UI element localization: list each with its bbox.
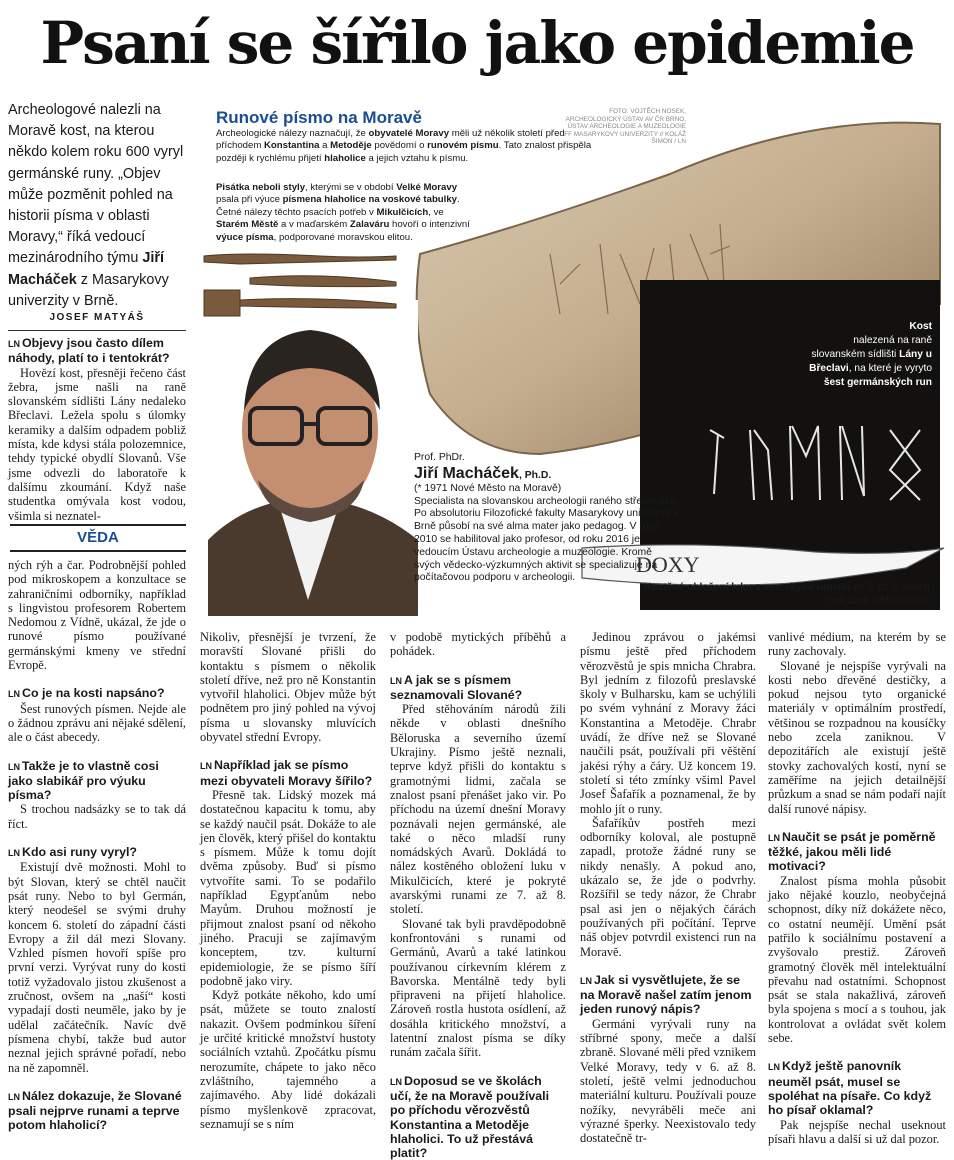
column-3: [390, 630, 566, 1160]
question: LN Jak si vysvětlujete, že se na Moravě našel zatím jenom jeden runový nápis?: [580, 972, 752, 1017]
column-4: [580, 630, 756, 1145]
lead-name: Jiří Macháček: [8, 250, 164, 288]
section-label: VĚDA: [10, 524, 186, 552]
answer-paragraph: Slované je nejspíše vyrývali na kosti nebo dřevěné destičky, a pokud nejsou tyto organické materiály v optimálním prostředí, většinou se rozpadnou na kousíčky nebo zcela zaniknou. V depozitářích ale existují ještě stovky zachovalých kostí, nyní se zaměříme na jejich detailnější průzkum a snad se nám podaří najít další runové nápisy.: [768, 658, 946, 816]
bio-suffix: , Ph.D.: [518, 469, 552, 481]
answer-paragraph: Nikoliv, přesnější je tvrzení, že moravští Slované přišli do kontaktu s písmem o několik století dříve, než pro ně Konstantin vytvořil hlaholici. Objev může být podnětem pro jiný pohled na vývoj písma u slovansky mluvících obyvatel střední Evropy.: [200, 630, 376, 745]
photo-credit: FOTO: VOJTĚCH NOSEK, ARCHEOLOGICKÝ ÚSTAV AV ČR BRNO, ÚSTAV ARCHEOLOGIE A MUZEOLOGIE FF MASARYKOVY UNIVERZITY // KOLÁŽ ŠIMON / LN: [564, 108, 686, 146]
question: LN Když ještě panovník neuměl psát, musel se spoléhat na písaře. Co když ho písař oklamal?: [768, 1059, 932, 1118]
question: LN Co je na kosti napsáno?: [8, 686, 165, 701]
column-5: [768, 630, 946, 1146]
question: LN Kdo asi runy vyryl?: [8, 845, 137, 860]
answer-paragraph: Přesně tak. Lidský mozek má dostatečnou kapacitu k tomu, aby se každý naučil psát. Dokáže to ale jen člověk, který přišel do kontaktu s písmem. Může k tomu dojít dvěma způsoby. Buď si písmo vytvoříte sami. To se podařilo například Egypťanům nebo Mayům. Druhou možností je přijmout znalost psaní od někoho jiného. Pracuji se zajímavým konceptem, tzv. kulturní epidemiologie, že se písmo šíří podobně jako viry.: [200, 787, 376, 988]
knife-caption: Kostěné obložení luku s avarskými runami ze 7. až 8. století nalezené v Mikulčicích: [644, 582, 930, 606]
question: LN Například jak se písmo mezi obyvateli Moravy šířilo?: [200, 758, 373, 788]
bio-text: Specialista na slovanskou archeologii raného středověku. Po absolutoriu Filozofické fakulty Masarykovy univerzity v Brně působí na své alma mater jako pedagog. V roce 2010 se habilitoval jako profesor, od roku 2016 je vedoucím Ústavu archeologie a muzeologie. Kromě svých vědecko-výzkumných aktivit se specializuje na počítačovou podporu v archeologii.: [414, 495, 679, 584]
lead-text-end: z Masarykovy univerzity v Brně.: [8, 271, 169, 309]
question: LN Takže je to vlastně cosi jako slabikář pro výuku písma?: [8, 758, 159, 803]
question: LN A jak se s písmem seznamovali Slované?: [390, 672, 523, 702]
column-1-bottom: [8, 558, 186, 1133]
answer-paragraph: Před stěhováním národů žili někde v oblasti dnešního Běloruska a severního území Ukrajiny. Písmo ještě neznali, teprve když přišli do kontaktu s gramotnými lidmi, začala se znalost psaní přenášet jako vir. Po příchodu na území dnešní Moravy poznávali nejen germánské, ale také o něco mladší runy nomádských Avarů. Dokládá to nález kostěného obložení luku v Mikulčicích, které je pokryté avarskými runami ze 7. až 8. století.: [390, 702, 566, 917]
answer-paragraph: ných rýh a čar. Podrobnější pohled pod mikroskopem a konzultace se zahraničními odborníky, například s lingvistou profesorem Robertem Nedomou z Vídně, ukázal, že jde o runové písmo používané germánskými kmeny ve střední Evropě.: [8, 558, 186, 673]
answer-paragraph: Hovězí kost, přesněji řečeno část žebra, jsme našli na raně slovanském sídlišti Lány nedaleko Břeclavi. Ležela spolu s úlomky keramiky a dalším odpadem pobliž místa, kde kdysi stála polozemnice, tehdy typické obydlí Slovanů. Vše jsme odvezli do laboratoře k dalšímu zkoumání. Když naše studentka omývala kost vodou, všimla si neznatel-: [8, 365, 186, 523]
question: LN Doposud se ve školách učí, že na Moravě používali po příchodu věrozvěstů Konstantina a Metoděje hlaholici. To už přestává platit?: [390, 1073, 550, 1160]
lead-paragraph: [8, 100, 188, 312]
question: LN Naučit se psát je poměrně těžké, jakou měli lidé motivaci?: [768, 829, 936, 874]
bone-caption: Kost nalezená na raně slovanském sídlišti Lány u Břeclavi, na které je vyryto šest germánských run: [809, 321, 932, 388]
infobox-intro: Archeologické nálezy naznačují, že obyvatelé Moravy měli už několik století před příchodem Konstantina a Metoděje povědomí o runovém písmu. Tato znalost přispěla později k rychlému přijetí hlaholice a jejich vztahu k písmu.: [216, 128, 592, 164]
lead-text: Archeologové nalezli na Moravě kost, na kterou někdo kolem roku 600 vyryl germánské runy. „Objev může pozměnit pohled na historii písma v oblasti Moravy,“ říká vedoucí mezinárodního týmu: [8, 102, 184, 267]
bio-title: Prof. PhDr.: [414, 452, 465, 463]
answer-paragraph: Šafaříkův postřeh mezi odborníky koloval, ale postupně zapadl, protože žádné runy se nikdy nenašly. A pokud ano, ukázalo se, že jde o podvrhy. Rozšířil se tedy názor, že Chrabr psal asi jen o nějakých čárách používaných při počítání. Teprve náš objev potvrdil existenci run na Moravě.: [580, 815, 756, 959]
question: LN Nález dokazuje, že Slované psali nejprve runami a teprve potom hlaholicí?: [8, 1088, 182, 1133]
answer-paragraph: Znalost písma mohla působit jako nějaké kouzlo, neobyčejná schopnost, díky níž dokážete něco, co ostatní neumějí. Umění psát patřilo k sociálnímu postavení a zvyšovalo prestiž. Zároveň gramotný člověk měl intelektuální převahu nad ostatními. Schopnost psát se stala nakažlivá, zároveň byla spojena s mocí a s touhou, jak kontrolovat a ovládat svět kolem sebe.: [768, 873, 946, 1046]
answer-paragraph: Když potkáte někoho, kdo umí psát, můžete se touto znalostí nakazit. Ovšem podmínkou šíření je určité kritické množství hustoty sociálních vztahů. Zpočátku písmu nerozumíte, chápete to jako něco zvláštního, tajemného a zajímavého. Aby lidé dokázali písmo myšlenkově zpracovat, seznamují se s ním: [200, 988, 376, 1131]
infobox-title: Runové písmo na Moravě: [216, 108, 422, 127]
headline: Psaní se šířilo jako epidemie: [40, 9, 914, 77]
answer-paragraph: Germáni vyrývali runy na stříbrné spony, meče a další zbraně. Slované měli před vznikem Velké Moravy, tedy v 6. až 8. století, ještě velmi jednoduchou materiální kulturu. Používali pouze nožíky, nevyráběli meče ani výrazné šperky. Neexistovalo tedy dostatečně tr-: [580, 1016, 756, 1146]
byline-rule: [8, 330, 186, 331]
question: LN Objevy jsou často dílem náhody, platí to i tentokrát?: [8, 336, 170, 366]
stylus-caption: Pisátka neboli styly, kterými se v období Velké Moravy psala při výuce písmena hlaholice na voskové tabulky. Četné nálezy těchto psacích potřeb v Mikulčicích, ve Starém Městě a v maďarském Zalaváru hovoří o intenzivní výuce písma, podporované moravskou elitou.: [216, 182, 470, 243]
column-2: [200, 630, 376, 1131]
knife-inscription: DOXY: [636, 552, 700, 577]
answer-paragraph: v podobě mytických příběhů a pohádek.: [390, 630, 566, 659]
column-1-top: [8, 336, 186, 523]
answer-paragraph: vanlivé médium, na kterém by se runy zachovaly.: [768, 630, 946, 659]
bio-name: Jiří Macháček: [414, 464, 519, 482]
bio-box: [414, 452, 680, 585]
byline: JOSEF MATYÁŠ: [49, 312, 145, 323]
bio-born: (* 1971 Nové Město na Moravě): [414, 482, 562, 494]
answer-paragraph: Pak nejspíše nechal useknout písaři hlavu a další si už dal pozor.: [768, 1117, 946, 1146]
answer-paragraph: Slované tak byli pravděpodobně konfrontováni s runami od Germánů, Avarů a také latinkou používanou církevním klérem z Bavorska. Mentálně tedy byli připraveni na přijetí hlaholice. Zároveň rostla hustota osídlení, až dosáhla kritického množství, a latentní znalost písma se díky runám začala šířit.: [390, 916, 566, 1060]
answer-paragraph: Existují dvě možnosti. Mohl to být Slovan, který se chtěl naučit psát runy. Nebo to byl Germán, který neodešel se svými druhy koncem 6. století do západní části Evropy a žil dál mezi Slovany. Vzhled písmen hovoří spíše pro první verzi. Vyrývat runy do kosti totiž vyžadovalo jistou zkušenost a zručnost, ovšem na „naší“ kosti vypadají dosti neuměle, jako by je udělal začátečník. Navíc dvě písmena chybí, takže bud autor neznal jejich správné pořadí, nebo na ně zapomněl.: [8, 860, 186, 1075]
answer-paragraph: S trochou nadsázky se to tak dá říct.: [8, 802, 186, 831]
answer-paragraph: Šest runových písmen. Nejde ale o žádnou zprávu ani nějaké sdělení, ale o část abecedy.: [8, 701, 186, 745]
runes-drawing: [700, 420, 940, 510]
portrait-photo: [208, 300, 418, 616]
answer-paragraph: Jedinou zprávou o jakémsi písmu ještě před příchodem věrozvěstů je spis mnicha Chrabra. Byl jedním z filozofů preslavské školy v Bulharsku, kam se uchýlili po svém vyhnání z Moravy žáci Konstantina a Metoděje. Chrabr uvádí, že dříve než se Slované naučili psát, používali při věštění jakési rýhy a čáry. Už koncem 19. století si této zmínky všiml Pavel Josef Šafařík a poznamenal, že by mohlo jít o runy.: [580, 630, 756, 816]
stylus-image: [200, 242, 400, 326]
ln-mark: LN: [8, 339, 20, 349]
